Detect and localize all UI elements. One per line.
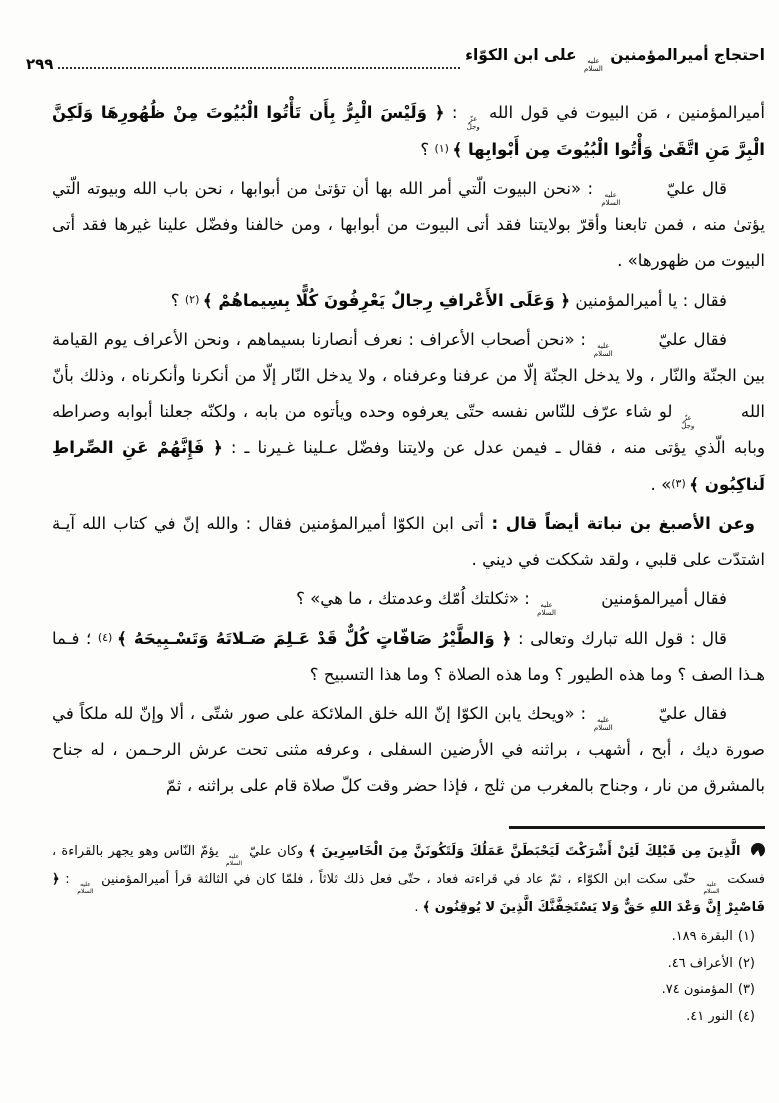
footnote-reference-number: (٤) — [737, 1008, 755, 1024]
body-text-run: » . — [650, 475, 672, 494]
footnote-reference-text: النور ٤١. — [686, 1008, 733, 1024]
footnote-continuation — [52, 839, 765, 922]
body-text-run: : «نحن البيوت الّتي أمر الله بها أن تؤتىٰ من أبوابها ، نحن باب الله وبيوته الّتي يؤتىٰ منه ، فمن تابعنا وأقرّ بولايتنا فقد أتى البيوت من أبوابها ، ومن خالفنا وفضّل علينا غيرها فقد أتى البيوت من ظهورها» . — [52, 179, 765, 270]
running-head-text-post: على ابن الكوّاء — [465, 46, 577, 64]
body-text-run: أتى ابن الكوّا أميرالمؤمنين فقال : والله إنّ في كتاب الله آيـة اشتدّت على قلبي ، ولقد شككت في ديني . — [52, 514, 765, 569]
quran-quote: الَّذِينَ مِن قَبْلِكَ لَئِنْ أَشْرَكْتَ لَيَحْبَطَنَّ عَمَلُكَ وَلَتَكُونَنَّ مِنَ الْخَاسِرِينَ ﴾ — [308, 843, 746, 859]
body-text-run: ؛ فـما هـذا الصف ؟ وما هذه الطيور ؟ وما هذه الصلاة ؟ وما هذا التسبيح ؟ — [52, 629, 765, 684]
body-text-run: فقال عليّ — [652, 704, 727, 723]
quran-quote: ﴿ وَعَلَى الأَعْرافِ رِجالٌ يَعْرِفُونَ كُلًّا بِسِيماهُمْ ﴾ — [202, 291, 571, 310]
body-text-run: فقال أميرالمؤمنين — [595, 589, 727, 608]
footnote-reference-text: الأعراف ٤٦. — [667, 955, 733, 971]
page-header — [26, 46, 765, 73]
paragraph — [52, 171, 765, 279]
body-text-run: فقال عليّ — [652, 330, 727, 349]
body-text-run: أميرالمؤمنين ، مَن البيوت في قول الله — [481, 103, 765, 122]
body-text-run: وكان عليّ — [244, 843, 309, 859]
paragraph — [52, 95, 765, 168]
paragraph — [52, 581, 765, 617]
honorific-azza-wajall-icon: عزّ وجلّ — [466, 115, 480, 131]
body-text-run: يؤمّ النّاس وهو يجهر بالقراءة ، فسكت — [52, 843, 766, 887]
footnote-reference — [52, 1004, 765, 1031]
footnote-ref-marker: (٣) — [671, 477, 690, 490]
paragraph — [52, 282, 765, 319]
body-text-run: : «ثكلتك اُمّك وعدمتك ، ما هي» ؟ — [296, 589, 536, 608]
footnote-area — [52, 826, 765, 1030]
body-text-run: ؟ — [170, 291, 185, 310]
quran-quote: ﴿ وَالطَّيْرُ صَافّاتٍ كُلٌّ قَدْ عَـلِمَ صَـلاتَهُ وَتَسْـبِيحَهُ ﴾ — [117, 629, 512, 648]
footnote-reference — [52, 951, 765, 978]
honorific-alayhi-salam-icon: عليه السلام — [593, 342, 613, 358]
body-text-run: فقال : يا أميرالمؤمنين — [570, 291, 727, 310]
paragraph — [52, 322, 765, 503]
leader-dots — [58, 67, 460, 69]
body-text-run: . — [414, 899, 423, 915]
footnote-paragraph — [52, 839, 765, 922]
body-text — [52, 95, 765, 807]
body-text-run: : — [59, 871, 76, 887]
honorific-alayhi-salam-icon: عليه السلام — [584, 57, 603, 73]
paragraph — [52, 696, 765, 804]
running-head-text-pre: احتجاج أميرالمؤمنين — [610, 46, 765, 64]
honorific-alayhi-salam-icon: عليه السلام — [593, 716, 613, 732]
page-number: ٢٩٩ — [26, 55, 54, 73]
body-text-run: قال : قول الله تبارك وتعالى : — [511, 629, 727, 648]
body-text-run: : — [444, 103, 465, 122]
honorific-alayhi-salam-icon: عليه السلام — [77, 880, 94, 895]
body-text-run: ؟ — [420, 140, 435, 159]
footnote-reference-number: (١) — [737, 929, 755, 944]
paragraph — [52, 620, 765, 693]
footnote-divider — [509, 826, 765, 829]
footnote-continuation-icon — [751, 843, 765, 857]
honorific-azza-wajall-icon: عزّ وجلّ — [681, 414, 695, 430]
body-text-run: قال عليّ — [660, 179, 727, 198]
body-text-run: : «نحن أصحاب الأعراف : نعرف أنصارنا بسيماهم ، ونحن الأعراف يوم القيامة بين الجنّة والنّار ، ولا يدخل الجنّة إلّا من عرفنا وعرفناه ، ولا يدخل النّار إلّا من أنكرنا وأنكرناه ، وذلك بأنّ الله — [52, 330, 765, 421]
body-text-run: لو شاء عرّف للنّاس نفسه حتّى يعرفوه وحده ويأتوه من بابه ، ولكنّه جعلنا أبوابه وصراطه وبابه الّذي يؤتى منه ، فقال ـ فيمن عدل عن ولايتنا وفضّل عـلينا غـيرنا ـ : — [52, 402, 765, 457]
footnote-reference-text: المؤمنون ٧٤. — [661, 982, 733, 997]
footnote-reference-number: (٢) — [737, 955, 755, 971]
narrator-name: وعن الأصبغ بن نباتة أيضاً قال : — [483, 514, 755, 533]
body-text-run: حتّى سكت ابن الكوّاء ، ثمّ عاد في قراءته فعاد ، حتّى فعل ذلك ثلاثاً ، فلمّا كان في الثالثة قرأ أميرالمؤمنين — [95, 871, 702, 887]
quran-quote: ﴿ وَلَيْسَ الْبِرُّ بِأَن تَأْتُوا الْبُيُوتَ مِنْ ظُهُورِهَا وَلَكِنَّ الْبِرَّ مَنِ اتَّقَىٰ وَأْتُوا الْبُيُوتَ مِن أَبْوابِها ﴾ — [52, 103, 765, 159]
paragraph — [52, 506, 765, 578]
footnote-reference-number: (٣) — [737, 982, 755, 997]
quran-quote: ﴿ فَإِنَّهُمْ عَنِ الصِّراطِ لَناكِبُون ﴾ — [52, 438, 765, 494]
quran-quote: ﴿ فَاصْبِرْ إِنَّ وَعْدَ اللهِ حَقٌّ وَلا يَسْتَخِفَّنَّكَ الَّذِينَ لا يُوقِنُون ﴾ — [52, 871, 765, 915]
honorific-alayhi-salam-icon: عليه السلام — [225, 852, 243, 867]
honorific-alayhi-salam-icon: عليه السلام — [537, 601, 556, 617]
footnote-references — [52, 924, 765, 1030]
body-text-run: : «ويحك يابن الكوّا إنّ الله خلق الملائكة على صور شتّى ، ألا وإنّ لله ملكاً في صورة ديك ، أبح ، أشهب ، براثنه في الأرضين السفلى ، وعرفه مثنى تحت عرش الرحـمن ، له جناح بالمشرق من نار ، وجناح بالمغرب من ثلج ، فإذا حضر وقت كلّ صلاة قام على براثنه ، ثمّ — [52, 704, 765, 795]
footnote-ref-marker: (٤) — [97, 631, 118, 644]
footnote-reference — [52, 977, 765, 1004]
honorific-alayhi-salam-icon: عليه السلام — [703, 880, 720, 895]
footnote-reference — [52, 924, 765, 951]
footnote-reference-text: البقرة ١٨٩. — [671, 929, 733, 944]
honorific-alayhi-salam-icon: عليه السلام — [601, 191, 621, 207]
running-head — [465, 46, 765, 73]
footnote-ref-marker: (١) — [434, 142, 453, 155]
footnote-ref-marker: (٢) — [184, 293, 203, 306]
